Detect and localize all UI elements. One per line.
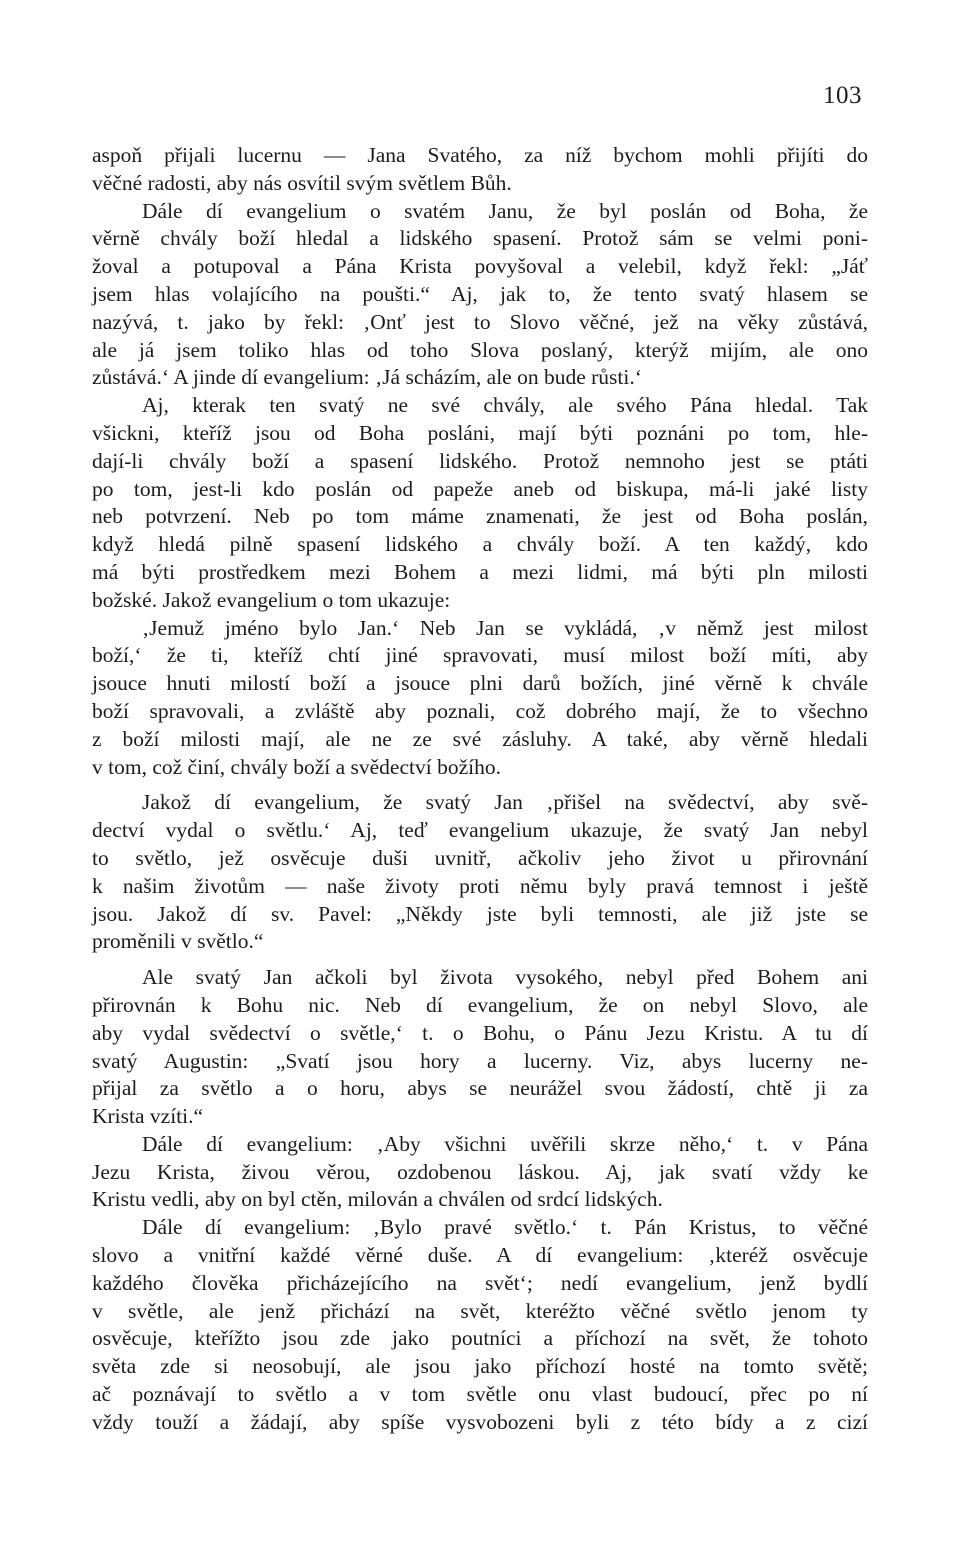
text-line: po tom, jest-li kdo poslán od papeže aneb od biskupa, má-li jaké listy [92,476,868,501]
text-line: nazývá, t. jako by řekl: ‚Onť jest to Slovo věčné, jež na věky zůstává, [92,309,868,334]
text-line: přirovnán k Bohu nic. Neb dí evangelium, že on nebyl Slovo, ale [92,992,868,1017]
text-line: dají-li chvály boží a spasení lidského. Protož nemnoho jest se ptáti [92,448,868,473]
body-text [92,142,868,1437]
text-line: jsouce hnuti milostí boží a jsouce plni darů božích, jiné věrně k chvále [92,671,868,696]
text-line: ‚Jemuž jméno bylo Jan.‘ Neb Jan se vykládá, ‚v němž jest milost [142,615,868,640]
text-line: věčné radosti, aby nás osvítil svým světlem Bůh. [92,170,512,195]
text-line: vždy touží a žádají, aby spíše vysvobozeni byli z této bídy a z cizí [92,1409,868,1434]
text-line: slovo a vnitřní každé věrné duše. A dí evangelium: ‚kteréž osvěcuje [92,1243,868,1268]
text-line: jsem hlas volajícího na poušti.“ Aj, jak to, že tento svatý hlasem se [92,281,868,306]
text-line: to světlo, jež osvěcuje duši uvnitř, ačkoliv jeho život u přirovnání [92,845,868,870]
text-line: světa zde si neosobují, ale jsou jako příchozí hosté na tomto světě; [92,1354,868,1379]
text-line: má býti prostředkem mezi Bohem a mezi lidmi, má býti pln milosti [92,559,868,584]
text-line: všickni, kteříž jsou od Boha posláni, mají býti poznáni po tom, hle- [92,420,868,445]
text-line: Krista vzíti.“ [92,1104,204,1129]
text-line: věrně chvály boží hledal a lidského spasení. Protož sám se velmi poni- [92,226,868,251]
text-line: Kristu vedli, aby on byl ctěn, milován a chválen od srdcí lidských. [92,1187,663,1212]
text-line: přijal za světlo a o horu, abys se neurážel svou žádostí, chtě ji za [92,1076,868,1101]
text-line: proměnili v světlo.“ [92,929,264,954]
text-line: jsou. Jakož dí sv. Pavel: „Někdy jste byli temnosti, ale již jste se [92,901,868,926]
text-line: ač poznávají to světlo a v tom světle onu vlast budoucí, přec po ní [92,1382,868,1407]
text-line: Jakož dí evangelium, že svatý Jan ‚přišel na svědectví, aby svě- [142,790,868,815]
text-line: Jezu Krista, živou věrou, ozdobenou láskou. Aj, jak svatí vždy ke [92,1159,868,1184]
text-line: aspoň přijali lucernu — Jana Svatého, za níž bychom mohli přijíti do [92,143,868,167]
text-line: žoval a potupoval a Pána Krista povyšoval a velebil, když řekl: „Jáť [92,254,868,279]
text-line: z boží milosti mají, ale ne ze své zásluhy. A také, aby věrně hledali [92,726,868,751]
text-line: boží spravovali, a zvláště aby poznali, což dobrého mají, že to všechno [92,698,868,723]
text-line: Dále dí evangelium o svatém Janu, že byl poslán od Boha, že [142,198,868,223]
text-line: aby vydal svědectví o světle,‘ t. o Bohu, o Pánu Jezu Kristu. A tu dí [92,1020,868,1045]
text-line: dectví vydal o světlu.‘ Aj, teď evangelium ukazuje, že svatý Jan nebyl [92,818,868,843]
text-line: když hledá pilně spasení lidského a chvály boží. A ten každý, kdo [92,532,868,557]
text-line: osvěcuje, kteřížto jsou zde jako poutníci a příchozí na svět, že tohoto [92,1326,868,1351]
text-line: v tom, což činí, chvály boží a svědectví božího. [92,754,501,779]
text-line: ale já jsem toliko hlas od toho Slova poslaný, kterýž mijím, ale ono [92,337,868,362]
text-line: neb potvrzení. Neb po tom máme znamenati, že jest od Boha poslán, [92,504,868,529]
text-line: svatý Augustin: „Svatí jsou hory a lucerny. Viz, abys lucerny ne- [92,1048,868,1073]
text-line: Ale svatý Jan ačkoli byl života vysokého, nebyl před Bohem ani [142,965,868,990]
text-line: Dále dí evangelium: ‚Bylo pravé světlo.‘ t. Pán Kristus, to věčné [142,1215,868,1240]
text-line: v světle, ale jenž přichází na svět, kteréžto věčné světlo jenom ty [92,1298,868,1323]
text-line: Dále dí evangelium: ‚Aby všichni uvěřili skrze něho,‘ t. v Pána [142,1131,868,1156]
text-line: Aj, kterak ten svatý ne své chvály, ale svého Pána hledal. Tak [142,393,868,418]
text-line: boží,‘ že ti, kteříž chtí jiné spravovati, musí milost boží míti, aby [92,643,868,668]
text-line: každého člověka přicházejícího na svět‘; nedí evangelium, jenž bydlí [92,1270,868,1295]
text-line: božské. Jakož evangelium o tom ukazuje: [92,587,451,612]
text-line: k našim životům — naše životy proti němu byly pravá temnost i ještě [92,873,868,898]
page-number: 103 [823,82,862,109]
text-line: zůstává.‘ A jinde dí evangelium: ‚Já scházím, ale on bude růsti.‘ [92,365,642,390]
